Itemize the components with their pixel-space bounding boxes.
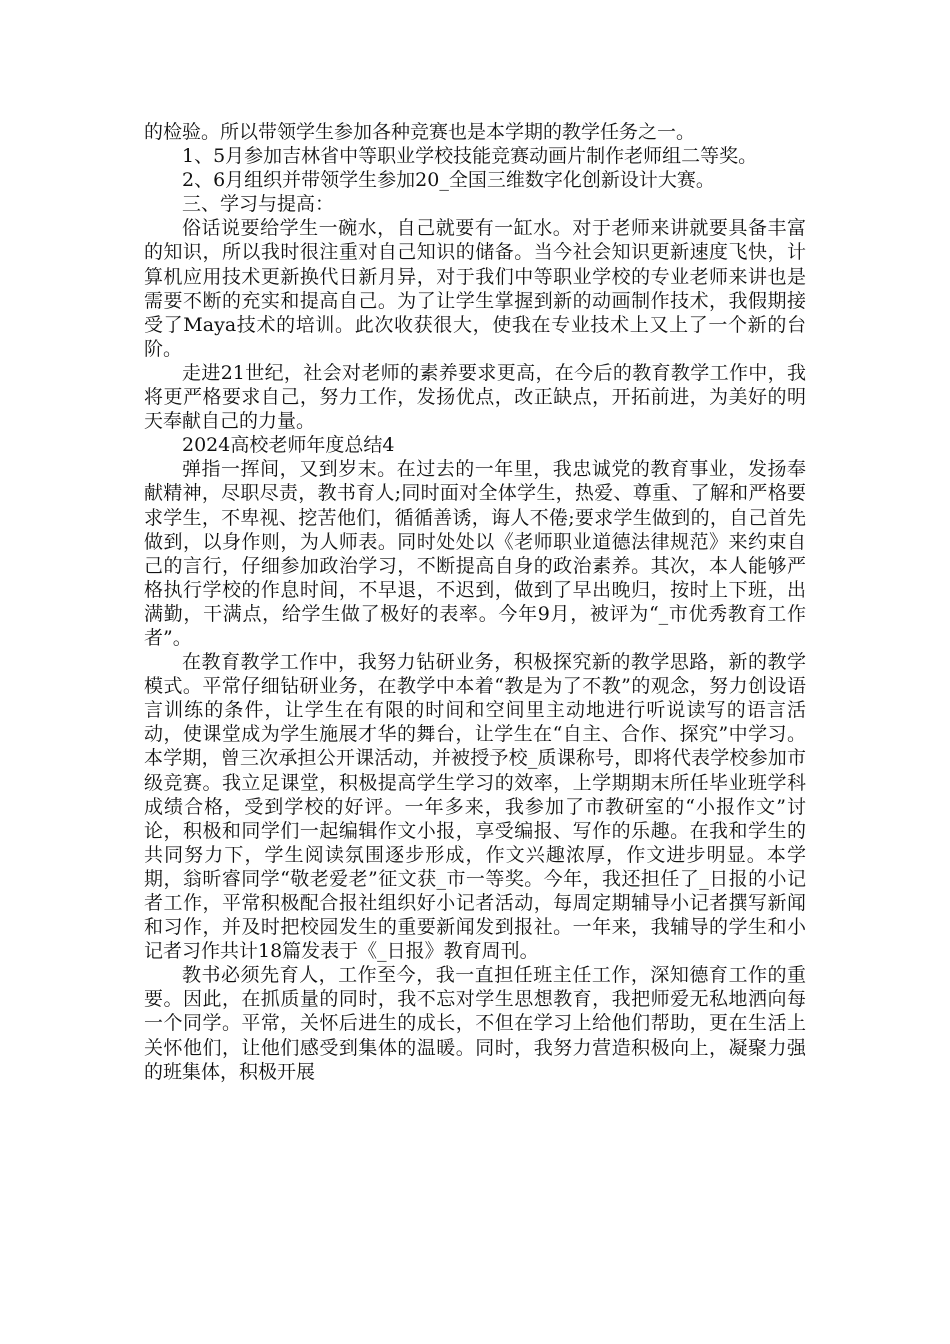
paragraph-award-may: 1、5月参加吉林省中等职业学校技能竞赛动画片制作老师组二等奖。: [182, 145, 758, 168]
section-heading-study: 三、学习与提高：: [182, 193, 335, 216]
document-page: [144, 120, 806, 1084]
paragraph-award-june: 2、6月组织并带领学生参加20_全国三维数字化创新设计大赛。: [182, 169, 715, 192]
paragraph-future: 走进21世纪，社会对老师的素养要求更高，在今后的教育教学工作中，我将更严格要求自己，努力工作，发扬优点，改正缺点，开拓前进，为美好的明天奉献自己的力量。: [144, 361, 806, 433]
paragraph-competition-intro: 的检验。所以带领学生参加各种竞赛也是本学期的教学任务之一。: [144, 121, 696, 143]
section-title-summary-4: 2024高校老师年度总结4: [182, 434, 395, 457]
paragraph-year-review: 弹指一挥间，又到岁末。在过去的一年里，我忠诚党的教育事业，发扬奉献精神，尽职尽责，教书育人;同时面对全体学生，热爱、尊重、了解和严格要求学生，不卑视、挖苦他们，循循善诱，诲人不倦;要求学生做到的，自己首先做到，以身作则，为人师表。同时处处以《老师职业道德法律规范》来约束自己的言行，仔细参加政治学习，不断提高自身的政治素养。其次，本人能够严格执行学校的作息时间，不早退，不迟到，做到了早出晚归，按时上下班，出满勤，干满点，给学生做了极好的表率。今年9月，被评为“_市优秀教育工作者”。: [144, 458, 806, 649]
paragraph-class-teacher: 教书必须先育人，工作至今，我一直担任班主任工作，深知德育工作的重要。因此，在抓质量的同时，我不忘对学生思想教育，我把师爱无私地洒向每一个同学。平常，关怀后进生的成长，不但在学习上给他们帮助，更在生活上关怀他们，让他们感受到集体的温暖。同时，我努力营造积极向上，凝聚力强的班集体，积极开展: [144, 964, 806, 1083]
paragraph-knowledge: 俗话说要给学生一碗水，自己就要有一缸水。对于老师来讲就要具备丰富的知识，所以我时很注重对自己知识的储备。当今社会知识更新速度飞快，计算机应用技术更新换代日新月异，对于我们中等职业学校的专业老师来讲也是需要不断的充实和提高自己。为了让学生掌握到新的动画制作技术，我假期接受了Maya技术的培训。此次收获很大，使我在专业技术上又上了一个新的台阶。: [144, 217, 806, 360]
paragraph-teaching-work: 在教育教学工作中，我努力钻研业务，积极探究新的教学思路，新的教学模式。平常仔细钻研业务，在教学中本着“教是为了不教”的观念，努力创设语言训练的条件，让学生在有限的时间和空间里主动地进行听说读写的语言活动，使课堂成为学生施展才华的舞台，让学生在“自主、合作、探究”中学习。本学期，曾三次承担公开课活动，并被授予校_质课称号，即将代表学校参加市级竞赛。我立足课堂，积极提高学生学习的效率，上学期期末所任毕业班学科成绩合格，受到学校的好评。一年多来，我参加了市教研室的“小报作文”讨论，积极和同学们一起编辑作文小报，享受编报、写作的乐趣。在我和学生的共同努力下，学生阅读氛围逐步形成，作文兴趣浓厚，作文进步明显。本学期，翁昕睿同学“敬老爱老”征文获_市一等奖。今年，我还担任了_日报的小记者工作，平常积极配合报社组织好小记者活动，每周定期辅导小记者撰写新闻和习作，并及时把校园发生的重要新闻发到报社。一年来，我辅导的学生和小记者习作共计18篇发表于《_日报》教育周刊。: [144, 651, 806, 963]
